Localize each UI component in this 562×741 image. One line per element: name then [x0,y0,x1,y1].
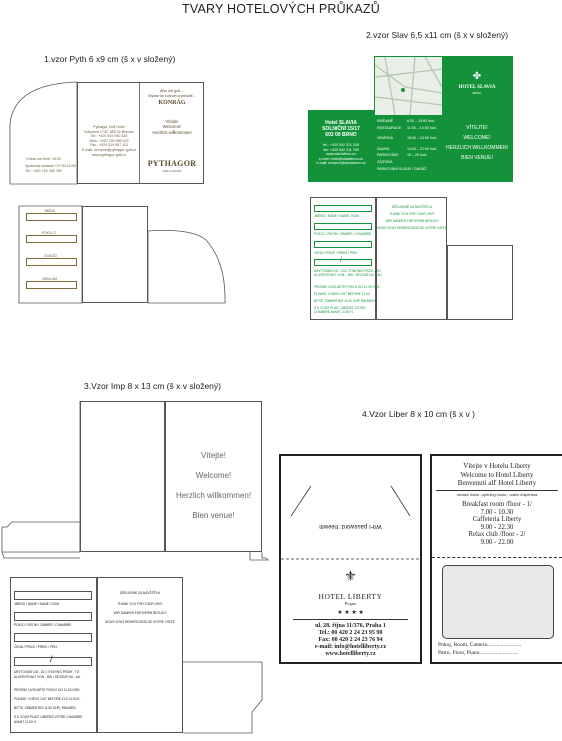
imp-note: PROSÍM, UVOLNĚTE POKOJ DO 11:00 HOD. [14,688,81,692]
divider [293,619,408,620]
pyth-top-lines: Also red golf.... Mystar ke kurzum a pohodě... [148,89,196,98]
liber-card-inside [430,454,562,664]
pyth-address: Pythagor Golf Hotel Sokolová 1742, 690 02 Břeclav Tel.: +420 519 940 345 Mob.: +420 725 956 029 Fax.: +420 519 957 110 E-mail: recepce@pythagor-golf.cz www.pythagor-golf.cz [81,125,137,157]
pyth-field-label: ODJEZD [44,254,57,258]
slav-logo-icon: ✤ [472,71,482,82]
imp-field-label: JMÉNO / NAME / NAME / NOM [14,602,59,606]
slav-logo: HOTEL SLAVIA [458,85,496,90]
imp-field-name[interactable] [14,591,92,600]
pyth-info: Spolecna snidane / 07:00-10:00 Tel.: +420 726 246 789 [25,164,76,173]
slash-glyph: / [50,654,53,664]
imp-front-left [80,401,165,552]
slash-glyph: / [340,257,342,264]
caption-pyth: 1.vzor Pyth 6 x9 cm (š x v složený) [44,54,176,64]
liber-address: ul. 28. října 11/376, Praha 1 Tel.: 00 420 2 24 23 95 98 Fax: 00 420 2 24 23 76 94 e-mail: info@hotelliberty.cz www.hotelliberty.cz [314,623,387,657]
liber-welcome: Vítejte v Hotelu Liberty Welcome to Hotel Liberty Benvenuti all' Hotel Liberty [457,462,537,487]
imp-note: S'IL VOUS PLAIT, LIBEREZ VOTRE CHAMBRE [14,715,83,719]
slav-services: SNÍDANĚ 6:30 – 10:00 hod. RESTAURACE 11:00 – 14:00 hod. VINÁRNA 18:00 – 24:00 hod. SAUNA 14:00 – 21:00 hod. PARKOVÁNÍ 15 – 20 hod. ZÁSTAVA PARKOVÁNÍ SLAVIE / GARÁŽ [377,119,437,171]
pyth-logo-sub: GOLF HOTEL [162,169,182,173]
liber-card-outside [279,454,422,664]
imp-note: BITTE, ZIMMER BIS 11:00 UHR, RÄUMEN. [14,706,77,710]
imp-front-right [165,401,262,552]
pyth-checkout: Check out time: 10:00 [26,157,61,161]
pyth-welcome: Vítejte! Welcome! Herzlich willkommen! [152,119,192,135]
imp-field-stay[interactable] [14,657,92,666]
liber-hours: Breakfast room /floor - 1/ 7.00 - 10.30 Caffeteria Liberty 9.00 - 22.30 Relax club /floor - 2/ 9.00 - 22.00 [462,501,532,546]
pyth-field-label: POKOJ Č. [42,231,57,235]
liber-card-slot [442,565,554,639]
slav-hotel-lines: Hotel SLAVIA SOLNIČNÍ 15/17 602 00 BRNO [322,120,360,139]
pyth-logo-konrag: KONRÁG [158,100,186,106]
slav-welcome: VÍTEJTE! WELCOME! HERZLICH WILLKOMMEN! BIEN VENUE! [446,125,508,161]
imp-thanks: NOUS VOUS REMERCIONS DE VOTRE VISITE [105,620,175,624]
imp-welcome: Vítejte! Welcome! Herzlich willkommen! Bien venue! [175,451,252,520]
imp-field-room[interactable] [14,612,92,621]
liber-logo-sub: Prague [344,601,357,606]
slav-thanks: NOUS VOUS REMERCIONS DE VOTRE VISITE [377,226,447,230]
fold-line [432,557,562,558]
imp-note: PLEASE, CHECK OUT BEFORE 11:0 CLOCK. [14,697,81,701]
slav-field-label: CENA / PRICE / PREIS / PRIX [314,251,358,255]
divider [436,490,558,491]
slav-note: UBYTOVÁNÍ OD – DO / STAYING FROM – TO [314,269,381,273]
imp-field-label: POKOJ / ROOM / ZIMMER / CHAMBRE [14,623,72,627]
slav-thanks: DĚKUJEME ZA NÁVŠTĚVU [391,205,433,209]
pyth-field-label: JMÉNO [44,209,56,213]
page-title: TVARY HOTELOVÝCH PRŮKAZŮ [182,2,380,16]
slav-note: S'IL VOUS PLAIT, LIBEREZ VOTRE CHAMBRE AVANT 11:00 H. [314,306,366,314]
liber-stars: ★ ★ ★ ★ [337,610,364,616]
caption-slav: 2.vzor Slav 6,5 x11 cm (š x v složený) [366,30,509,40]
imp-note: ALUFENTHALT VON - BIS / SÉJOUR DU - AU [14,675,81,679]
imp-thanks: DĚKUJEME ZA NÁVŠTĚVU [119,591,161,595]
pyth-logo-pythagor: PYTHAGOR [147,159,197,168]
slav-note: PROSÍM, UVOLNĚTE POKOJ DO 11:00 HOD. [314,285,381,289]
imp-field-price[interactable] [14,633,92,642]
liber-logo-icon: ⚜ [344,568,357,584]
liber-hours-header: otvírací doba - opening hours - orario d'apertura [456,493,538,497]
caption-imp: 3.Vzor Imp 8 x 13 cm (š x v složený) [84,381,221,391]
slav-contacts: tel.: +420 542 321 249 fax: +420 542 211 769 www.slaviabrno.cz e-mail: hotel@slaviabrno.cz e-mail: recepce@slaviabrno.cz [316,143,366,166]
liber-wifi: WIFI password: freewifi [319,523,382,529]
slav-thanks: WIR DANKEN FÜR IHREN BESUCH [385,219,439,223]
imp-thanks: WIR DANKEN FÜR IHREN BESUCH [113,611,167,615]
imp-note: UBYTOVÁNÍ OD - DO / STAYING FROM - TO [14,670,80,674]
slav-note: PLEASE, CHECK OUT BEFORE 11:00 [314,292,370,296]
slav-field-label: POKOJ / ROOM / ZIMMER / CHAMBRE [314,232,372,236]
imp-thanks: THANK YOU FOR YOUR VISIT [117,602,163,606]
liber-room-lines: Pokoj, Room, Camera......................... Patro, Floor, Piano............................ [438,642,522,656]
slav-note: BITTE, ZIMMER BIS 11:00 UHR RÄUMEN [314,299,375,303]
imp-field-label: CENA / PRICE / PREIS / PRIX [14,645,58,649]
slav-field-label: JMÉNO / NAME / NAME / NOM [314,214,359,218]
imp-note: AVANT 11:00 H. [14,720,37,724]
pyth-field-label: OBSLUHA [42,277,58,281]
imp-back-middle [97,577,183,733]
slav-note: ALUFENTHALT VON – BIS / SÉJOUR DU – AU [314,273,382,277]
caption-liber: 4.Vzor Liber 8 x 10 cm (š x v ) [362,409,475,419]
slav-logo-sub: BRNO [472,91,482,95]
slav-thanks: THANK YOU FOR YOUR VISIT [389,212,435,216]
liber-logo: HOTEL LIBERTY [318,592,383,601]
